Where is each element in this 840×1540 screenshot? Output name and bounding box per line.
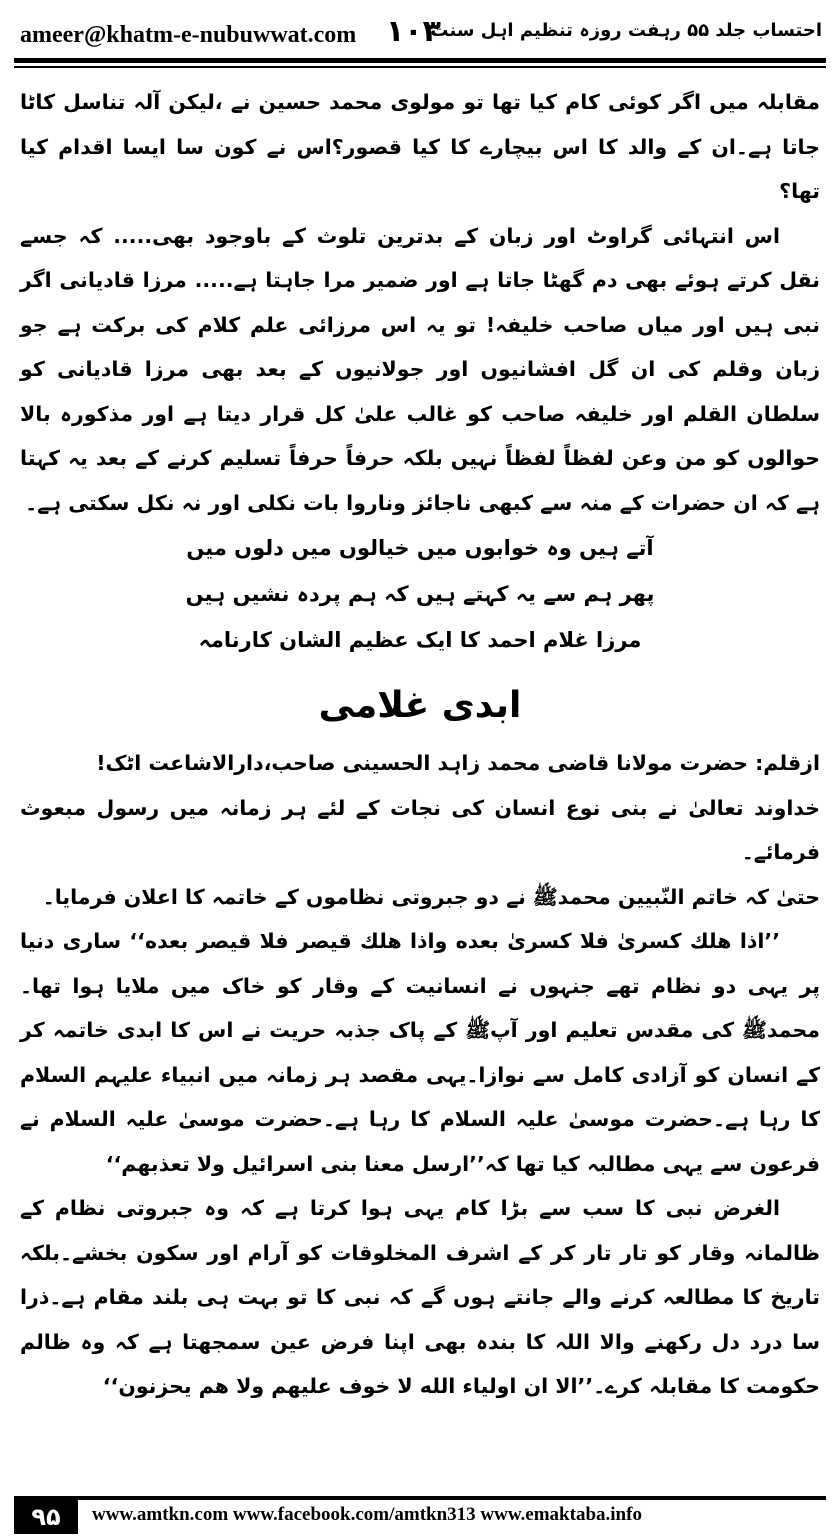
footer-urls: www.amtkn.com www.facebook.com/amtkn313 www.emaktaba.info: [92, 1504, 642, 1525]
verse-line: پھر ہم سے یہ کہتے ہیں کہ ہم پردہ نشیں ہیں: [185, 582, 655, 606]
header-rule-thick: [14, 58, 826, 63]
paragraph: مقابلہ میں اگر کوئی کام کیا تھا تو مولوی محمد حسین نے ،لیکن آلہ تناسل کاٹا جاتا ہے۔ان کے والد کا اس بیچارے کا کیا قصور؟اس نے کون سا ایسا اقدام کیا تھا؟: [20, 90, 820, 203]
article-paragraph: الغرض نبی کا سب سے بڑا کام یہی ہوا کرتا ہے کہ وہ جبروتی نظام کے ظالمانہ وقار کو تار تار کر کے اشرف المخلوقات کو آرام اور سکون بخشے۔بلکہ تاریخ کا مطالعہ کرنے والے جانتے ہوں گے کہ نبی کا تو بہت ہی بلند مقام ہے۔ذرا سا درد دل رکھنے والا اللہ کا بندہ بھی اپنا فرض عین سمجھتا ہے کہ وہ ظالم حکومت کا مقابلہ کرے۔’’الا ان اولياء الله لا خوف عليهم ولا هم يحزنون‘‘: [20, 1196, 820, 1398]
footer-rule: [14, 1496, 826, 1500]
page-header: [14, 10, 826, 54]
article-paragraph: حتیٰ کہ خاتم النّبیین محمدﷺ نے دو جبروتی نظاموں کے خاتمہ کا اعلان فرمایا۔: [42, 884, 820, 909]
verse-line: آتے ہیں وہ خوابوں میں خیالوں میں دلوں میں: [186, 536, 654, 560]
header-rule-thin: [14, 66, 826, 68]
header-title: احتساب جلد ۵۵ رہفت روزہ تنظیم اہل سنت: [430, 20, 822, 41]
footer-page-number: ۹۵: [14, 1500, 78, 1534]
verse-line: مرزا غلام احمد کا ایک عظیم الشان کارنامہ: [198, 628, 642, 652]
section-heading: ابدی غلامی: [318, 685, 522, 726]
byline: ازقلم: حضرت مولانا قاضی محمد زاہد الحسینی صاحب،دارالاشاعت اٹک!: [96, 751, 820, 775]
article-paragraph: ’’اذا هلك كسرىٰ فلا كسرىٰ بعده واذا هلك قيصر فلا قيصر بعده‘‘ ساری دنیا پر یہی دو نظام تھے جنہوں نے انسانیت کے وقار کو خاک میں ملایا ہوا تھا۔ محمدﷺ کی مقدس تعلیم اور آپﷺ کے پاک جذبہ حریت نے اس کا ابدی خاتمہ کر کے انسان کو آزادی کامل سے نوازا۔یہی مقصد ہر زمانہ میں انبیاء علیہم السلام کا رہا ہے۔حضرت موسیٰ علیہ السلام کا رہا ہے۔حضرت موسیٰ علیہ السلام نے فرعون سے یہی مطالبہ کیا تھا کہ’’ارسل معنا بنی اسرائیل ولا تعذبهم‘‘: [20, 929, 820, 1176]
header-email: ameer@khatm-e-nubuwwat.com: [20, 22, 357, 48]
page-body: [20, 80, 820, 1409]
article-paragraph: خداوند تعالیٰ نے بنی نوع انسان کی نجات کے لئے ہر زمانہ میں رسول مبعوث فرمائے۔: [20, 795, 820, 864]
paragraph: اس انتہائی گراوٹ اور زبان کے بدترین تلوث کے باوجود بھی..... کہ جسے نقل کرتے ہوئے بھی دم گھٹا جاتا ہے اور ضمیر مرا جاہتا ہے..... مرزا قادیانی اگر نبی ہیں اور میاں صاحب خلیفہ! تو یہ اس مرزائی علم کلام کی برکت ہے جو زبان وقلم کی ان گل افشانیوں اور جولانیوں کے بعد بھی مرزا قادیانی کو سلطان القلم اور خلیفہ صاحب کو غالب علیٰ کل قرار دیتا ہے اور مذکورہ بالا حوالوں کو من وعن لفظاً لفظاً نہیں بلکہ حرفاً حرفاً تسلیم کرنے کے بعد یہ کہتا ہے کہ ان حضرات کے منہ سے کبھی ناجائز وناروا بات نکلی اور نہ نکل سکتی ہے۔: [20, 223, 820, 515]
header-page-number: ۱۰۳: [386, 14, 441, 49]
